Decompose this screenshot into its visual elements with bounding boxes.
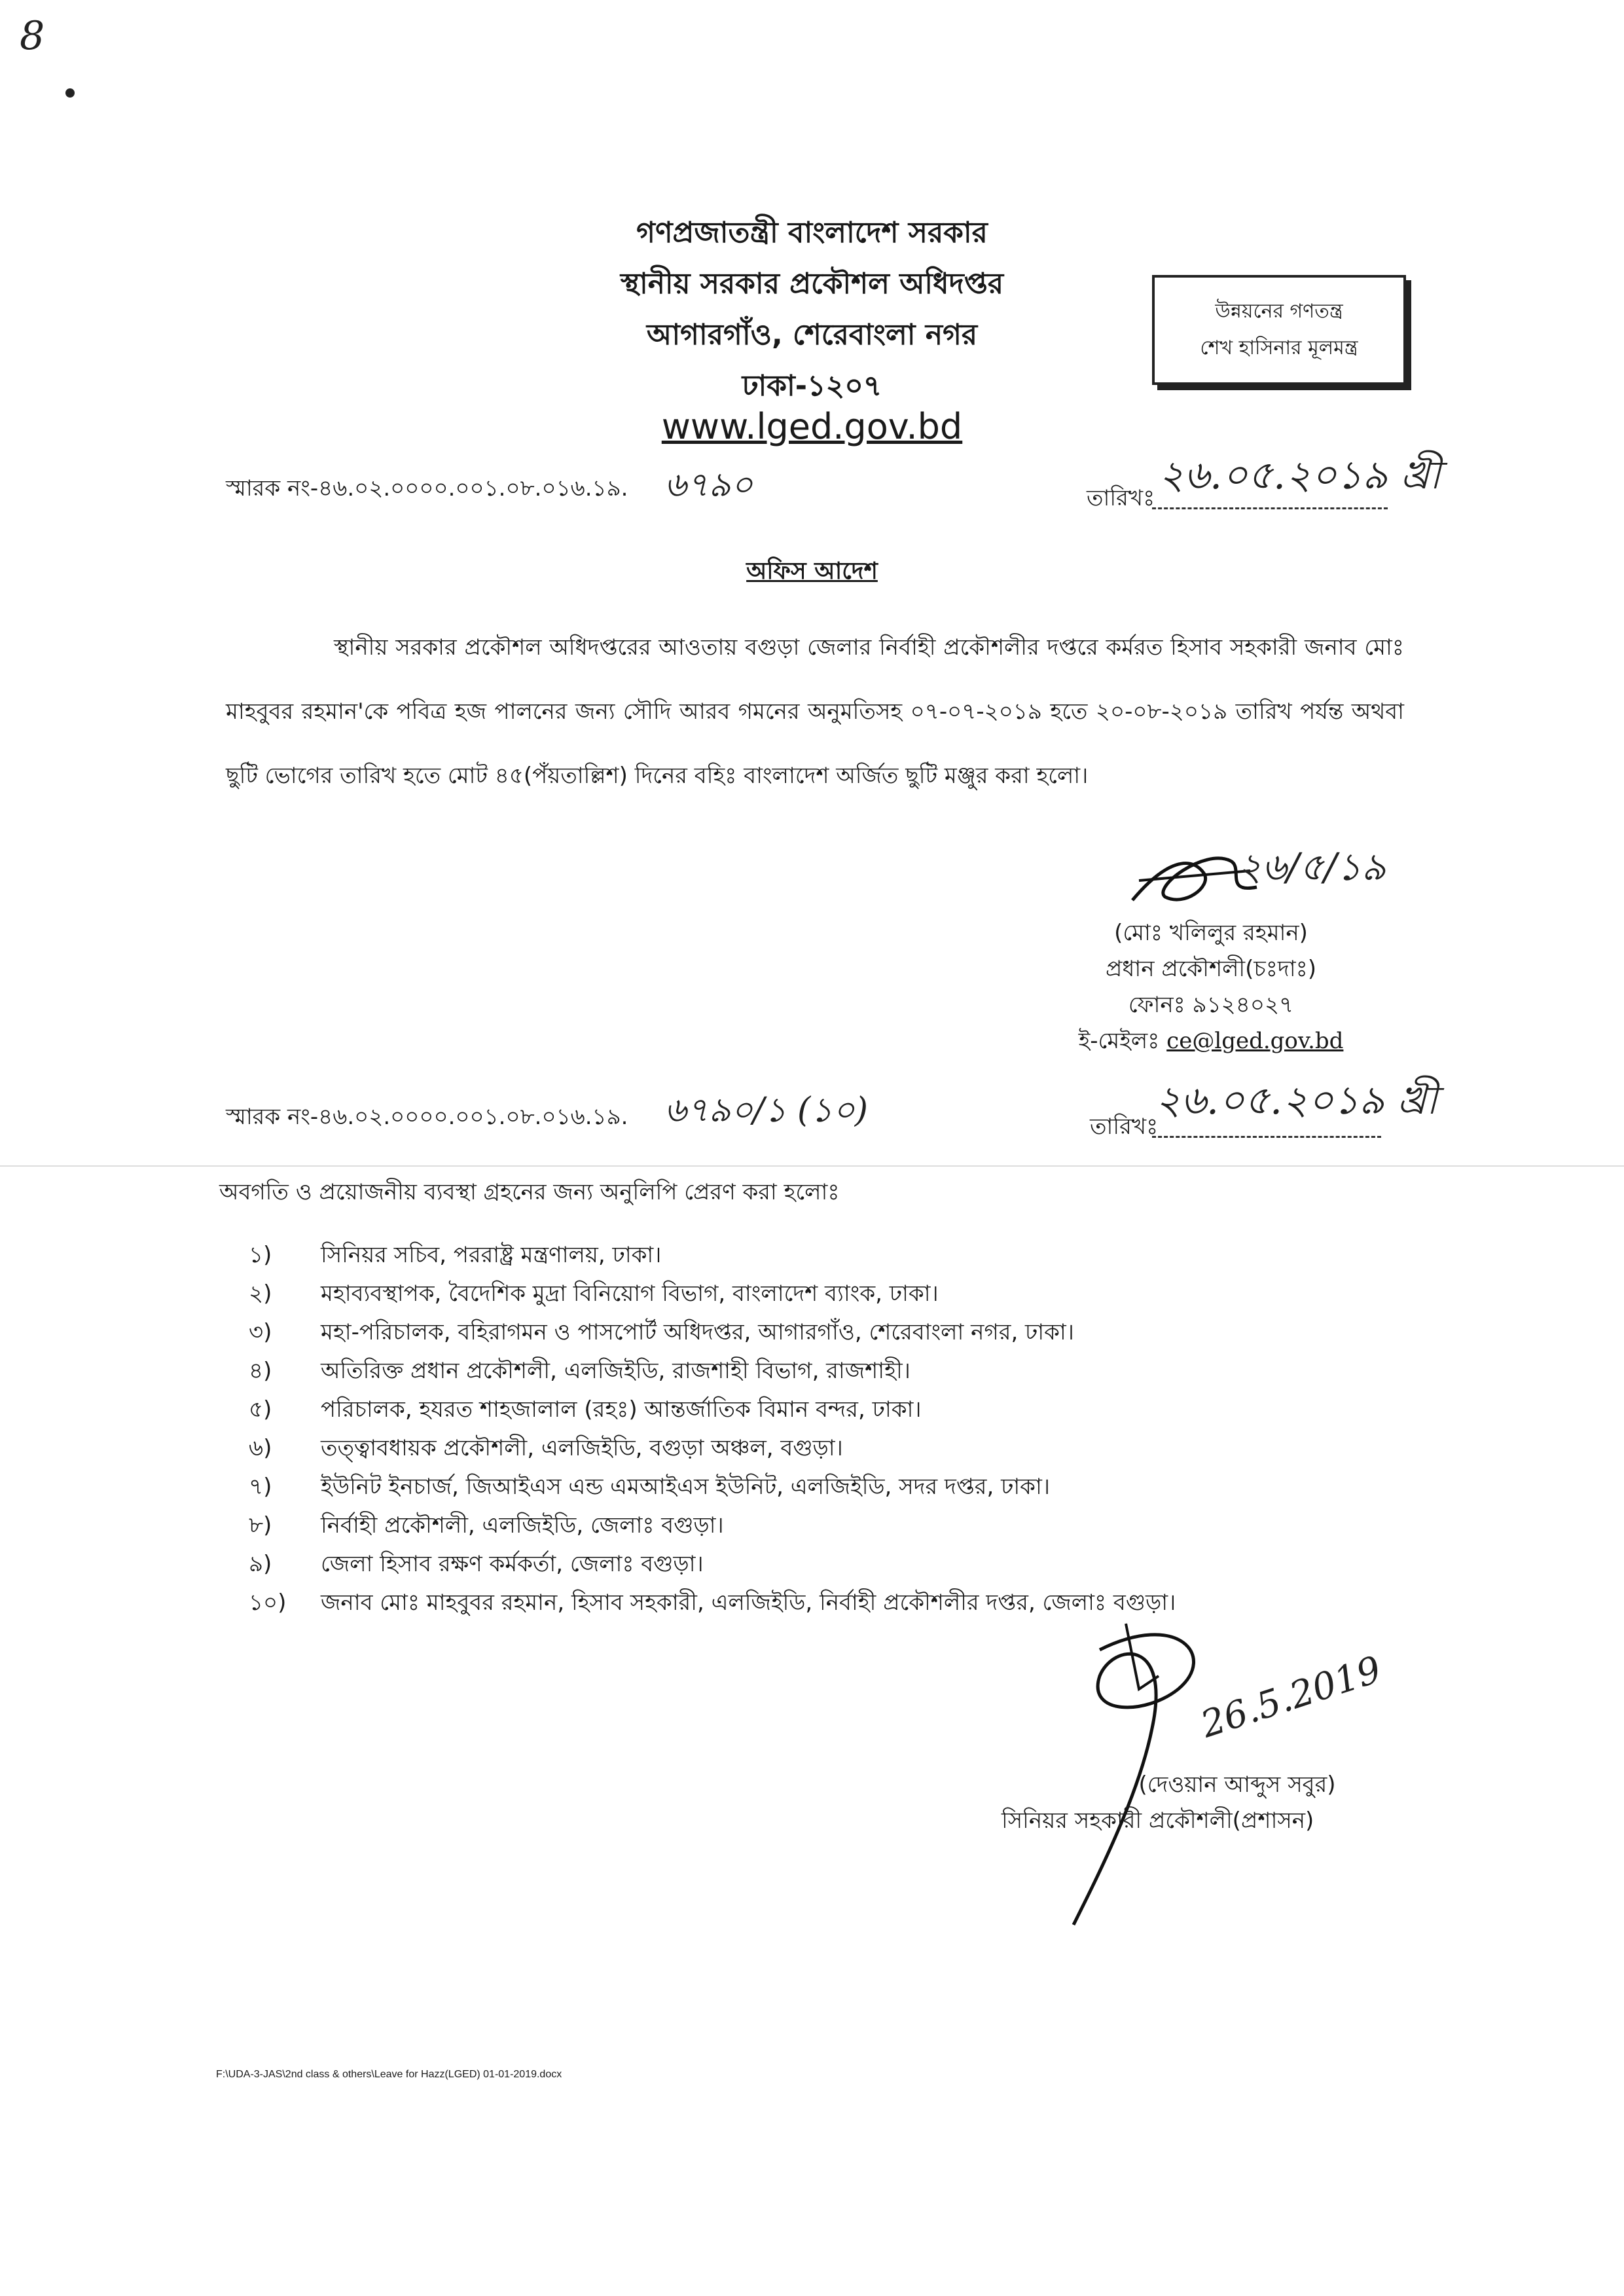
list-item-text: অতিরিক্ত প্রধান প্রকৌশলী, এলজিইডি, রাজশাহী বিভাগ, রাজশাহী। [321,1358,911,1384]
list-item [249,1546,1176,1585]
signature2-date: 26.5.2019 [1195,1648,1387,1747]
list-item [249,1237,1176,1276]
list-item-number: ৭) [249,1474,272,1500]
email-label: ই-মেইলঃ [1078,1028,1167,1054]
memo2-date-value: ২৬.০৫.২০১৯ খ্রী [1155,1078,1437,1123]
signatory1-email-row [1021,1025,1401,1057]
page-fold-line [0,1165,1624,1167]
signature1-date: ২৬/৫/১৯ [1237,845,1386,889]
list-item [249,1469,1176,1508]
list-item-text: জেলা হিসাব রক্ষণ কর্মকর্তা, জেলাঃ বগুড়া। [321,1551,704,1577]
list-item [249,1585,1176,1624]
list-item [249,1430,1176,1469]
footer-file-path: F:\UDA-3-JAS\2nd class & others\Leave for Hazz(LGED) 01-01-2019.docx [216,2069,562,2080]
motto-box [1152,275,1406,385]
list-item-text: সিনিয়র সচিব, পররাষ্ট্র মন্ত্রণালয়, ঢাকা। [321,1242,662,1268]
list-item-number: ৫) [249,1396,272,1423]
list-item-text: তত্ত্বাবধায়ক প্রকৌশলী, এলজিইডি, বগুড়া অঞ্চল, বগুড়া। [321,1435,843,1461]
cc-intro: অবগতি ও প্রয়োজনীয় ব্যবস্থা গ্রহনের জন্য অনুলিপি প্রেরণ করা হলোঃ [219,1179,840,1205]
signatory1-name: (মোঃ খলিলুর রহমান) [1114,920,1308,946]
email-link[interactable]: ce@lged.gov.bd [1166,1028,1344,1054]
list-item-text: নির্বাহী প্রকৌশলী, এলজিইডি, জেলাঃ বগুড়া। [321,1512,724,1539]
list-item-number: ৬) [249,1435,272,1461]
list-item [249,1353,1176,1392]
list-item [249,1392,1176,1430]
memo1-ref-number: ৬৭৯০ [664,465,753,505]
page-number-mark: 8 [20,13,45,59]
cc-list [249,1237,1176,1624]
memo1-ref-label: স্মারক নং-৪৬.০২.০০০০.০০১.০৮.০১৬.১৯. [226,475,628,501]
list-item-text: পরিচালক, হযরত শাহজালাল (রহঃ) আন্তর্জাতিক বিমান বন্দর, ঢাকা। [321,1396,922,1423]
header-dept: স্থানীয় সরকার প্রকৌশল অধিদপ্তর [620,267,1004,301]
list-item-text: ইউনিট ইনচার্জ, জিআইএস এন্ড এমআইএস ইউনিট, এলজিইডি, সদর দপ্তর, ঢাকা। [321,1474,1050,1500]
header-city: ঢাকা-১২০৭ [742,369,882,403]
header-website[interactable]: www.lged.gov.bd [661,406,963,447]
memo2-ref-number: ৬৭৯০/১ (১০) [664,1091,869,1130]
list-item-text: মহা-পরিচালক, বহিরাগমন ও পাসপোর্ট অধিদপ্তর, আগারগাঁও, শেরেবাংলা নগর, ঢাকা। [321,1319,1074,1345]
list-item-text: মহাব্যবস্থাপক, বৈদেশিক মুদ্রা বিনিয়োগ বিভাগ, বাংলাদেশ ব্যাংক, ঢাকা। [321,1281,939,1307]
memo2-date-label: তারিখঃ [1090,1114,1159,1140]
list-item [249,1315,1176,1353]
list-item [249,1276,1176,1315]
list-item-number: ১) [249,1242,272,1268]
memo1-date-value: ২৬.০৫.২০১৯ খ্রী [1159,452,1441,498]
list-item-number: ১০) [249,1590,287,1616]
list-item-text: জনাব মোঃ মাহবুবর রহমান, হিসাব সহকারী, এলজিইডি, নির্বাহী প্রকৌশলীর দপ্তর, জেলাঃ বগুড়া। [321,1590,1176,1616]
signatory1-designation: প্রধান প্রকৌশলী(চঃদাঃ) [1106,956,1316,982]
motto-line2: শেখ হাসিনার মূলমন্ত্র [1200,337,1358,359]
list-item [249,1508,1176,1546]
header-govt: গণপ্রজাতন্ত্রী বাংলাদেশ সরকার [636,216,988,249]
order-body [226,615,1404,808]
header-address: আগারগাঁও, শেরেবাংলা নগর [646,318,978,352]
list-item-number: ৯) [249,1551,272,1577]
list-item-number: ৮) [249,1512,272,1539]
list-item-number: ৩) [249,1319,272,1345]
order-title: অফিস আদেশ [746,558,878,585]
signatory2-name: (দেওয়ান আব্দুস সবুর) [1138,1772,1336,1798]
ink-dot [65,88,75,98]
order-body-text: স্থানীয় সরকার প্রকৌশল অধিদপ্তরের আওতায় বগুড়া জেলার নির্বাহী প্রকৌশলীর দপ্তরে কর্মরত হিসাব সহকারী জনাব মোঃ মাহবুবর রহমান'কে পবিত্র হজ পালনের জন্য সৌদি আরব গমনের অনুমতিসহ ০৭-০৭-২০১৯ হতে ২০-০৮-২০১৯ তারিখ পর্যন্ত অথবা ছুটি ভোগের তারিখ হতে মোট ৪৫(পঁয়তাল্লিশ) দিনের বহিঃ বাংলাদেশ অর্জিত ছুটি মঞ্জুর করা হলো। [226,634,1404,789]
motto-line1: উন্নয়নের গণতন্ত্র [1215,300,1343,323]
signatory1-phone: ফোনঃ ৯১২৪০২৭ [1128,992,1294,1018]
signatory2-designation: সিনিয়র সহকারী প্রকৌশলী(প্রশাসন) [1001,1808,1314,1834]
memo2-ref-label: স্মারক নং-৪৬.০২.০০০০.০০১.০৮.০১৬.১৯. [226,1104,628,1130]
memo1-date-label: তারিখঃ [1087,485,1155,511]
memo2-date-line [1152,1136,1381,1138]
list-item-number: ৪) [249,1358,272,1384]
list-item-number: ২) [249,1281,272,1307]
